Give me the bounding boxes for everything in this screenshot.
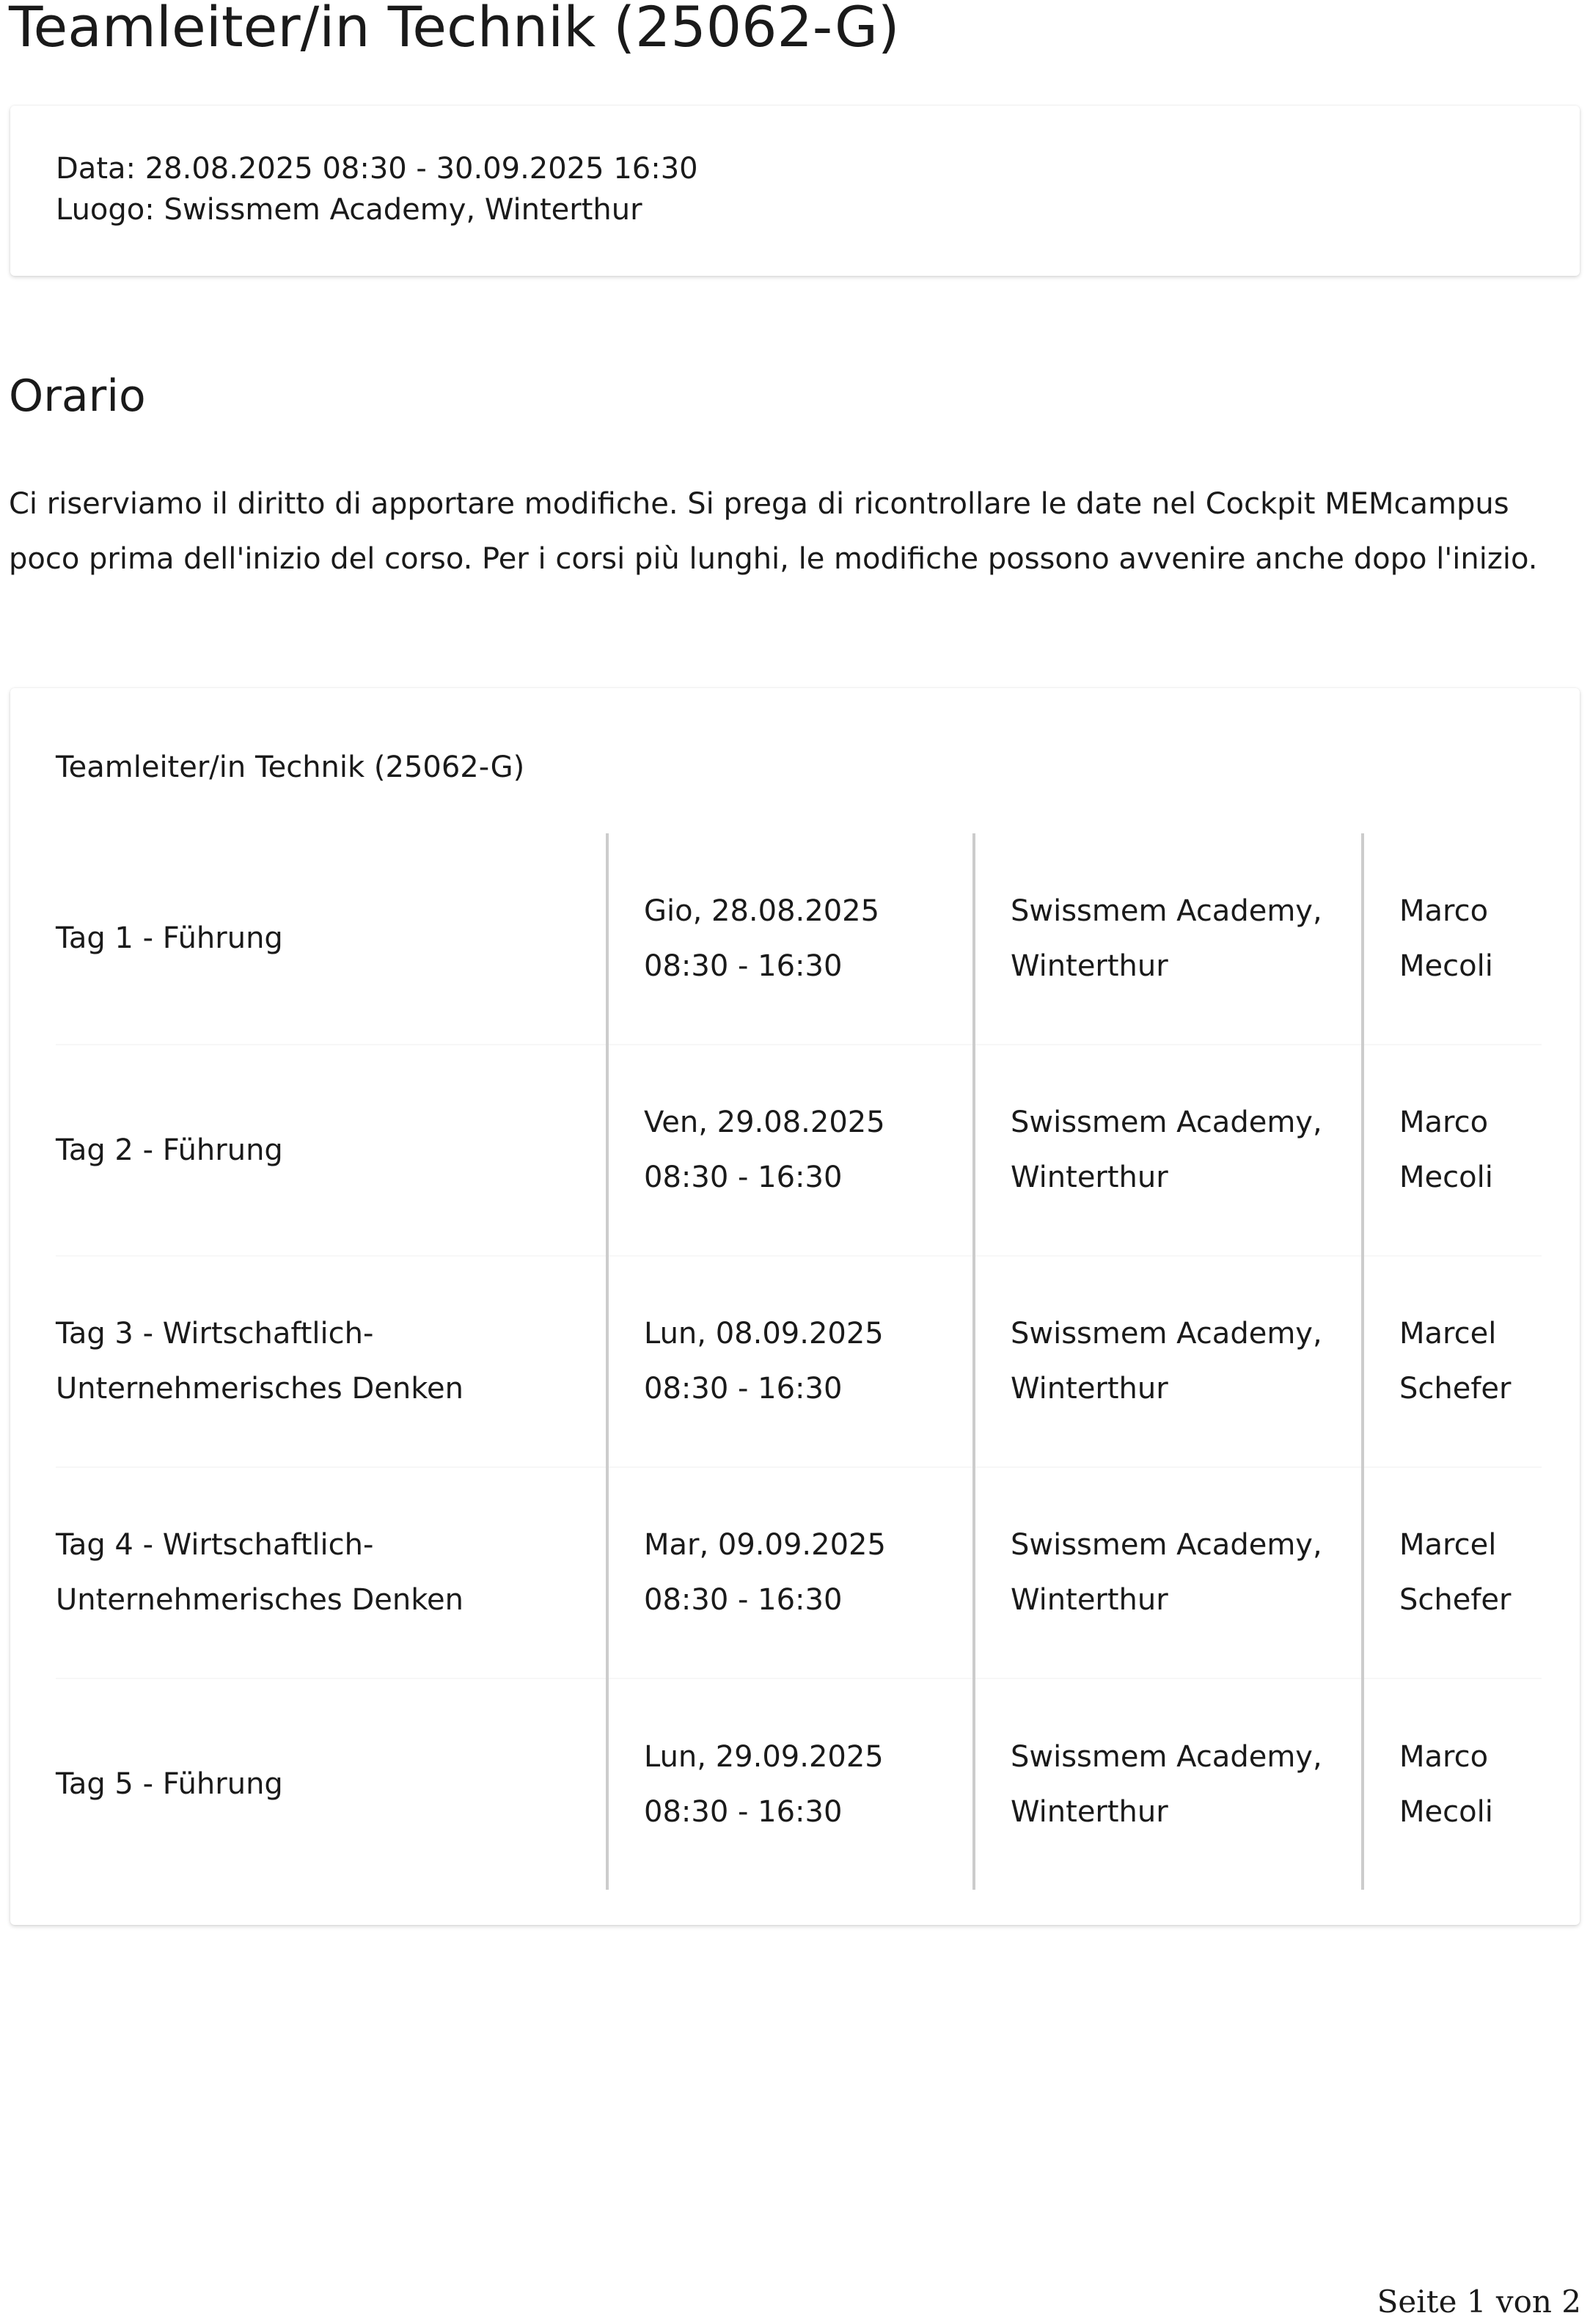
session-trainer: Marco Mecoli xyxy=(1363,833,1542,1045)
session-time: 08:30 - 16:30 xyxy=(644,1161,843,1194)
session-location: Swissmem Academy, Winterthur xyxy=(974,1678,1363,1890)
session-date: Mar, 09.09.2025 xyxy=(644,1528,886,1562)
page-title: Teamleiter/in Technik (25062-G) xyxy=(9,0,900,59)
session-datetime xyxy=(607,1678,974,1890)
session-title: Tag 3 - Wirtschaftlich-Unternehmerisches Denken xyxy=(56,1256,607,1467)
session-date: Lun, 08.09.2025 xyxy=(644,1317,884,1351)
schedule-notice: Ci riserviamo il diritto di apportare modifiche. Si prega di ricontrollare le date nel Cockpit MEMcampus poco prima dell'inizio del corso. Per i corsi più lunghi, le modifiche possono avvenire anche dopo l'inizio. xyxy=(9,487,1538,576)
page-indicator: Seite 1 von 2 xyxy=(1377,2284,1581,2320)
session-title: Tag 4 - Wirtschaftlich-Unternehmerisches Denken xyxy=(56,1467,607,1678)
session-datetime xyxy=(607,1045,974,1256)
session-title: Tag 5 - Führung xyxy=(56,1678,607,1890)
table-row xyxy=(56,1256,1542,1467)
course-date: Data: 28.08.2025 08:30 - 30.09.2025 16:30 xyxy=(56,152,698,186)
schedule-title: Teamleiter/in Technik (25062-G) xyxy=(56,750,525,784)
course-location: Luogo: Swissmem Academy, Winterthur xyxy=(56,193,642,227)
session-time: 08:30 - 16:30 xyxy=(644,1583,843,1617)
session-location: Swissmem Academy, Winterthur xyxy=(974,833,1363,1045)
session-datetime xyxy=(607,1256,974,1467)
session-date: Gio, 28.08.2025 xyxy=(644,894,880,928)
session-time: 08:30 - 16:30 xyxy=(644,1372,843,1406)
session-datetime xyxy=(607,833,974,1045)
table-row xyxy=(56,1467,1542,1678)
session-title: Tag 1 - Führung xyxy=(56,921,283,955)
course-info-card xyxy=(10,106,1580,276)
session-trainer: Marco Mecoli xyxy=(1363,1045,1542,1256)
table-row xyxy=(56,1678,1542,1890)
table-row xyxy=(56,833,1542,1045)
session-time: 08:30 - 16:30 xyxy=(644,949,843,983)
schedule-table xyxy=(56,833,1542,1890)
session-date: Lun, 29.09.2025 xyxy=(644,1739,884,1774)
session-location: Swissmem Academy, Winterthur xyxy=(974,1467,1363,1678)
session-trainer: Marco Mecoli xyxy=(1363,1678,1542,1890)
session-date: Ven, 29.08.2025 xyxy=(644,1106,885,1139)
table-row xyxy=(56,1045,1542,1256)
session-time: 08:30 - 16:30 xyxy=(644,1794,843,1829)
session-trainer: Marcel Schefer xyxy=(1363,1467,1542,1678)
schedule-card xyxy=(10,688,1580,1925)
session-title: Tag 2 - Führung xyxy=(56,1045,607,1256)
schedule-heading: Orario xyxy=(9,370,146,422)
session-trainer: Marcel Schefer xyxy=(1363,1256,1542,1467)
session-datetime xyxy=(607,1467,974,1678)
session-location: Swissmem Academy, Winterthur xyxy=(974,1256,1363,1467)
session-location: Swissmem Academy, Winterthur xyxy=(974,1045,1363,1256)
